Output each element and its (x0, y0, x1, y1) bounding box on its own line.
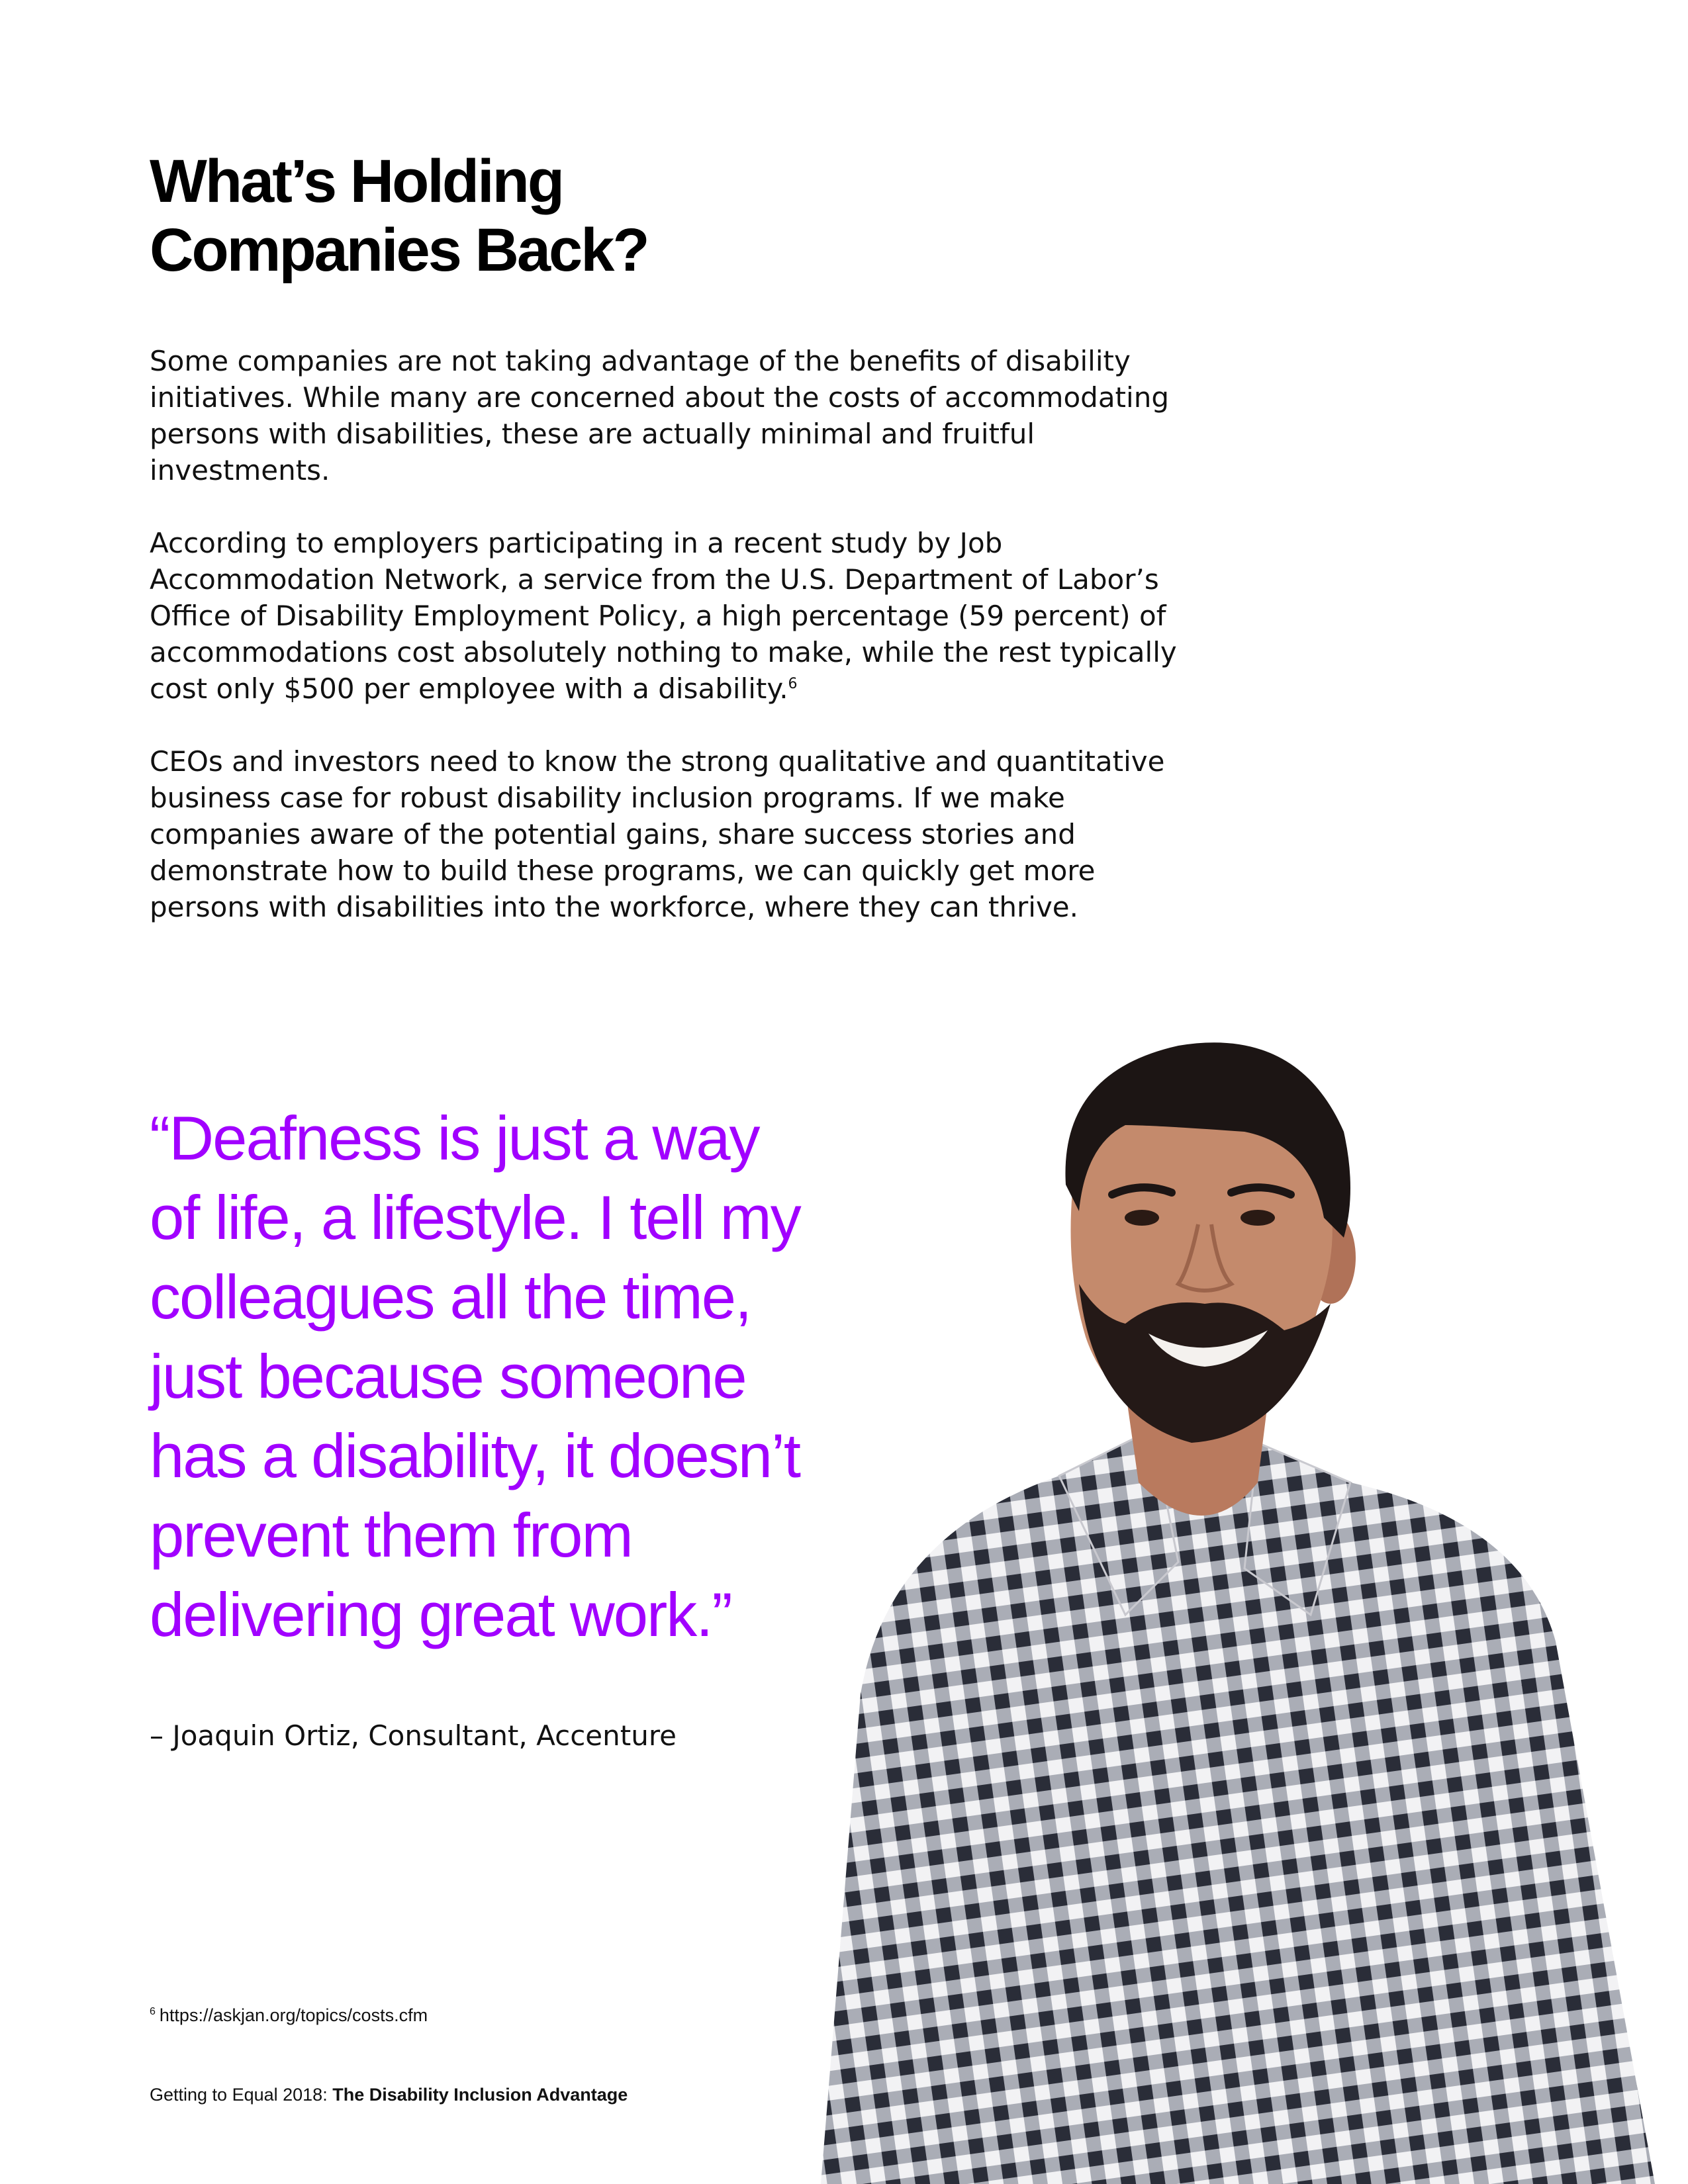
checkered-shirt (781, 1416, 1688, 2184)
footer-title: The Disability Inclusion Advantage (332, 2085, 628, 2105)
footnote-link[interactable]: https://askjan.org/topics/costs.cfm (159, 2005, 428, 2025)
paragraph-3 (150, 743, 1182, 925)
quote-line: “Deafness is just a way (150, 1103, 759, 1173)
paragraph-2-text: According to employers participating in a recent study by Job Accommodation Network, a service from the U.S. Department of Labor’s Office of Disability Employment Policy, a high percentage (59 percent) of accommodations cost absolutely nothing to make, while the rest typically cost only $500 per employee with a disability. (150, 527, 1177, 705)
page-title (150, 147, 648, 285)
portrait-photo (781, 1019, 1688, 2184)
paragraph-3-text: CEOs and investors need to know the strong qualitative and quantitative business case for robust disability inclusion programs. If we make companies aware of the potential gains, share success stories and demonstrate how to build these programs, we can quickly get more persons with disabilities into the workforce, where they can thrive. (150, 745, 1165, 923)
quote-line: just because someone (150, 1342, 746, 1411)
quote-line: has a disability, it doesn’t (150, 1421, 800, 1490)
footnote (150, 2005, 428, 2026)
quote-line: delivering great work.” (150, 1580, 731, 1649)
right-eye (1241, 1210, 1275, 1226)
footnote-number: 6 (150, 2006, 156, 2017)
footer-prefix: Getting to Equal 2018: (150, 2085, 328, 2105)
paragraph-1-text: Some companies are not taking advantage of the benefits of disability initiatives. While many are concerned about the costs of accommodating persons with disabilities, these are actually minimal and fruitful investments. (150, 345, 1169, 486)
page-footer (150, 2085, 628, 2105)
page-title-line-1: What’s Holding (150, 148, 563, 215)
quote-line: of life, a lifestyle. I tell my (150, 1183, 800, 1252)
quote-line: prevent them from (150, 1500, 632, 1570)
footnote-reference: 6 (788, 676, 798, 692)
body-text (150, 343, 1182, 962)
page-title-line-2: Companies Back? (150, 216, 648, 284)
paragraph-2 (150, 525, 1182, 707)
quote-line: colleagues all the time, (150, 1262, 751, 1332)
left-eye (1125, 1210, 1159, 1226)
quote-attribution: – Joaquin Ortiz, Consultant, Accenture (150, 1719, 677, 1752)
paragraph-1 (150, 343, 1182, 488)
